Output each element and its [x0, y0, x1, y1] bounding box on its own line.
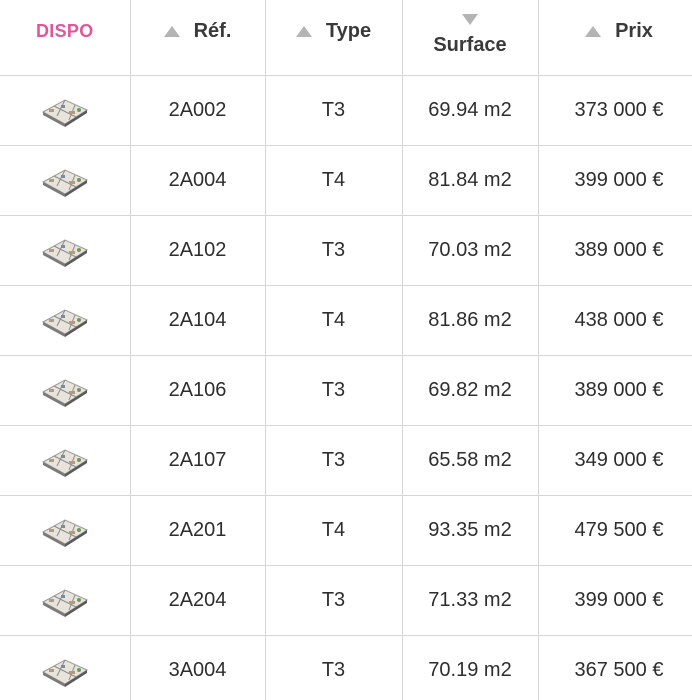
column-header-dispo[interactable]	[0, 0, 130, 75]
prix-cell: 479 500 €	[538, 495, 692, 565]
column-header-type[interactable]	[265, 0, 402, 75]
ref-cell: 2A106	[130, 355, 265, 425]
prix-cell: 438 000 €	[538, 285, 692, 355]
surface-cell: 70.19 m2	[402, 635, 538, 700]
surface-cell: 70.03 m2	[402, 215, 538, 285]
prix-cell: 399 000 €	[538, 145, 692, 215]
floor-plan-thumbnail[interactable]	[39, 372, 91, 408]
ref-cell: 2A104	[130, 285, 265, 355]
floor-plan-thumbnail[interactable]	[39, 512, 91, 548]
type-cell: T4	[265, 145, 402, 215]
floor-plan-thumbnail[interactable]	[39, 232, 91, 268]
table-row[interactable]	[0, 355, 692, 425]
prix-cell: 389 000 €	[538, 355, 692, 425]
plan-cell[interactable]	[0, 565, 130, 635]
surface-cell: 69.94 m2	[402, 75, 538, 145]
table-row[interactable]	[0, 425, 692, 495]
surface-cell: 93.35 m2	[402, 495, 538, 565]
plan-cell[interactable]	[0, 145, 130, 215]
table-row[interactable]	[0, 565, 692, 635]
sort-descending-icon[interactable]	[462, 14, 478, 25]
column-header-ref[interactable]	[130, 0, 265, 75]
surface-cell: 71.33 m2	[402, 565, 538, 635]
table-row[interactable]	[0, 215, 692, 285]
type-cell: T3	[265, 425, 402, 495]
sort-ascending-icon[interactable]	[585, 26, 601, 37]
plan-cell[interactable]	[0, 495, 130, 565]
plan-cell[interactable]	[0, 635, 130, 700]
prix-cell: 367 500 €	[538, 635, 692, 700]
dispo-label: DISPO	[35, 20, 94, 41]
prix-cell: 399 000 €	[538, 565, 692, 635]
type-cell: T4	[265, 495, 402, 565]
plan-cell[interactable]	[0, 75, 130, 145]
prix-cell: 373 000 €	[538, 75, 692, 145]
floor-plan-thumbnail[interactable]	[39, 162, 91, 198]
prix-header-label: Prix	[615, 19, 653, 42]
table-row[interactable]	[0, 495, 692, 565]
table-row[interactable]	[0, 635, 692, 700]
sort-ascending-icon[interactable]	[296, 26, 312, 37]
ref-cell: 2A002	[130, 75, 265, 145]
surface-header-label: Surface	[433, 33, 507, 56]
ref-cell: 2A004	[130, 145, 265, 215]
ref-cell: 2A102	[130, 215, 265, 285]
column-header-surface[interactable]	[402, 0, 538, 75]
floor-plan-thumbnail[interactable]	[39, 582, 91, 618]
type-cell: T3	[265, 75, 402, 145]
table-row[interactable]	[0, 75, 692, 145]
plan-cell[interactable]	[0, 285, 130, 355]
ref-cell: 2A201	[130, 495, 265, 565]
surface-cell: 81.84 m2	[402, 145, 538, 215]
surface-cell: 81.86 m2	[402, 285, 538, 355]
surface-cell: 69.82 m2	[402, 355, 538, 425]
plan-cell[interactable]	[0, 215, 130, 285]
ref-cell: 2A107	[130, 425, 265, 495]
ref-header-label: Réf.	[193, 19, 232, 42]
type-header-label: Type	[325, 19, 372, 42]
floor-plan-thumbnail[interactable]	[39, 302, 91, 338]
table-row[interactable]	[0, 145, 692, 215]
prix-cell: 389 000 €	[538, 215, 692, 285]
sort-ascending-icon[interactable]	[164, 26, 180, 37]
prix-cell: 349 000 €	[538, 425, 692, 495]
column-header-prix[interactable]	[538, 0, 692, 75]
type-cell: T3	[265, 635, 402, 700]
floor-plan-thumbnail[interactable]	[39, 442, 91, 478]
floor-plan-thumbnail[interactable]	[39, 92, 91, 128]
table-header-row	[0, 0, 692, 75]
ref-cell: 3A004	[130, 635, 265, 700]
surface-cell: 65.58 m2	[402, 425, 538, 495]
table-row[interactable]	[0, 285, 692, 355]
floor-plan-thumbnail[interactable]	[39, 652, 91, 688]
type-cell: T3	[265, 215, 402, 285]
plan-cell[interactable]	[0, 425, 130, 495]
type-cell: T4	[265, 285, 402, 355]
ref-cell: 2A204	[130, 565, 265, 635]
type-cell: T3	[265, 355, 402, 425]
type-cell: T3	[265, 565, 402, 635]
plan-cell[interactable]	[0, 355, 130, 425]
